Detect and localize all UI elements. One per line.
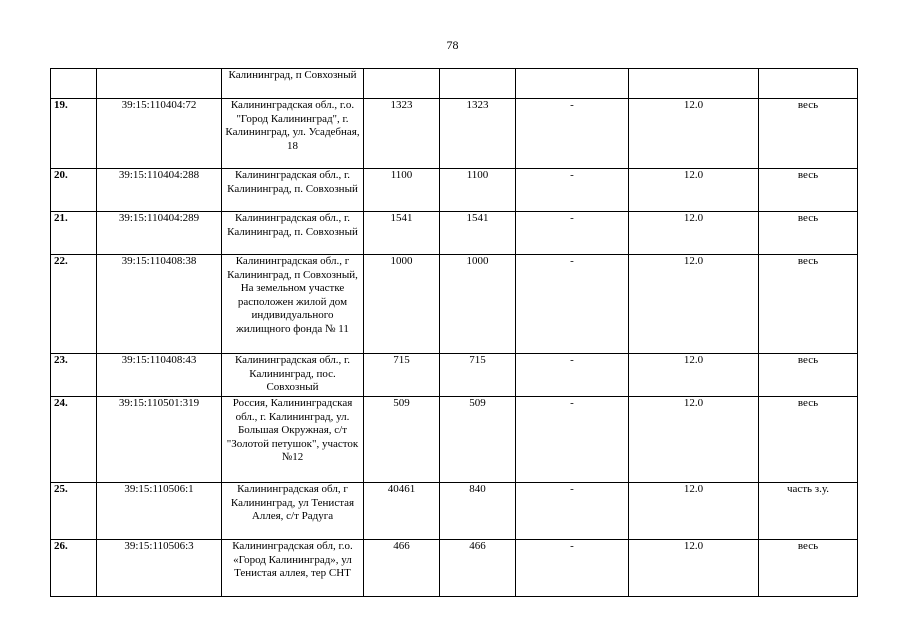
plot-part-cell: весь — [759, 212, 858, 255]
address-cell: Калининградская обл., г. Калининград, п. Совхозный — [222, 212, 364, 255]
affected-area-cell: 509 — [440, 397, 516, 483]
affected-area-cell: 1000 — [440, 255, 516, 354]
plot-part-cell: весь — [759, 397, 858, 483]
affected-area-cell: 715 — [440, 354, 516, 397]
cadastral-number-cell: 39:15:110501:319 — [97, 397, 222, 483]
row-number-cell: 26. — [51, 540, 97, 597]
address-cell: Калининградская обл., г Калининград, п Совхозный, На земельном участке расположен жилой дом индивидуального жилищного фонда № 11 — [222, 255, 364, 354]
column-6-cell: - — [516, 99, 629, 169]
row-number-cell: 20. — [51, 169, 97, 212]
column-7-cell: 12.0 — [629, 255, 759, 354]
column-6-cell — [516, 69, 629, 99]
total-area-cell: 1000 — [364, 255, 440, 354]
plot-part-cell: весь — [759, 540, 858, 597]
plot-part-cell: часть з.у. — [759, 483, 858, 540]
address-cell: Калининградская обл, г Калининград, ул Тенистая Аллея, с/т Радуга — [222, 483, 364, 540]
row-number-cell: 23. — [51, 354, 97, 397]
table-row — [51, 99, 858, 169]
table-row — [51, 69, 858, 99]
column-6-cell: - — [516, 540, 629, 597]
column-6-cell: - — [516, 354, 629, 397]
page-number: 78 — [446, 38, 459, 52]
cadastral-number-cell: 39:15:110404:289 — [97, 212, 222, 255]
cadastral-number-cell: 39:15:110506:3 — [97, 540, 222, 597]
affected-area-cell: 1100 — [440, 169, 516, 212]
column-7-cell: 12.0 — [629, 540, 759, 597]
table-row — [51, 483, 858, 540]
plot-part-cell: весь — [759, 354, 858, 397]
affected-area-cell: 1323 — [440, 99, 516, 169]
table-row — [51, 255, 858, 354]
cadastral-number-cell: 39:15:110404:288 — [97, 169, 222, 212]
plot-part-cell — [759, 69, 858, 99]
row-number-cell: 19. — [51, 99, 97, 169]
address-cell: Калининградская обл, г.о. «Город Калининград», ул Тенистая аллея, тер СНТ — [222, 540, 364, 597]
address-cell: Калининградская обл., г. Калининград, п. Совхозный — [222, 169, 364, 212]
row-number-cell: 25. — [51, 483, 97, 540]
row-number-cell — [51, 69, 97, 99]
column-7-cell: 12.0 — [629, 397, 759, 483]
table-row — [51, 169, 858, 212]
table-row — [51, 397, 858, 483]
column-7-cell: 12.0 — [629, 212, 759, 255]
total-area-cell: 40461 — [364, 483, 440, 540]
address-cell: Калининград, п Совхозный — [222, 69, 364, 99]
address-cell: Калининградская обл., г.о. "Город Калининград", г. Калининград, ул. Усадебная, 18 — [222, 99, 364, 169]
cadastral-number-cell: 39:15:110408:43 — [97, 354, 222, 397]
total-area-cell: 1541 — [364, 212, 440, 255]
row-number-cell: 22. — [51, 255, 97, 354]
affected-area-cell: 466 — [440, 540, 516, 597]
column-6-cell: - — [516, 483, 629, 540]
column-7-cell: 12.0 — [629, 483, 759, 540]
affected-area-cell: 840 — [440, 483, 516, 540]
total-area-cell: 1323 — [364, 99, 440, 169]
cadastral-number-cell: 39:15:110404:72 — [97, 99, 222, 169]
column-6-cell: - — [516, 212, 629, 255]
column-7-cell: 12.0 — [629, 99, 759, 169]
row-number-cell: 24. — [51, 397, 97, 483]
row-number-cell: 21. — [51, 212, 97, 255]
table-row — [51, 540, 858, 597]
total-area-cell: 1100 — [364, 169, 440, 212]
column-7-cell: 12.0 — [629, 169, 759, 212]
total-area-cell: 715 — [364, 354, 440, 397]
plot-part-cell: весь — [759, 169, 858, 212]
address-cell: Калининградская обл., г. Калининград, пос. Совхозный — [222, 354, 364, 397]
column-6-cell: - — [516, 255, 629, 354]
land-plots-table — [50, 68, 858, 597]
cadastral-number-cell — [97, 69, 222, 99]
plot-part-cell: весь — [759, 255, 858, 354]
column-7-cell: 12.0 — [629, 354, 759, 397]
affected-area-cell — [440, 69, 516, 99]
table-row — [51, 212, 858, 255]
table-row — [51, 354, 858, 397]
cadastral-number-cell: 39:15:110408:38 — [97, 255, 222, 354]
total-area-cell: 509 — [364, 397, 440, 483]
column-7-cell — [629, 69, 759, 99]
column-6-cell: - — [516, 169, 629, 212]
column-6-cell: - — [516, 397, 629, 483]
address-cell: Россия, Калининградская обл., г. Калининград, ул. Большая Окружная, с/т "Золотой петушок", участок №12 — [222, 397, 364, 483]
plot-part-cell: весь — [759, 99, 858, 169]
cadastral-number-cell: 39:15:110506:1 — [97, 483, 222, 540]
total-area-cell — [364, 69, 440, 99]
total-area-cell: 466 — [364, 540, 440, 597]
affected-area-cell: 1541 — [440, 212, 516, 255]
